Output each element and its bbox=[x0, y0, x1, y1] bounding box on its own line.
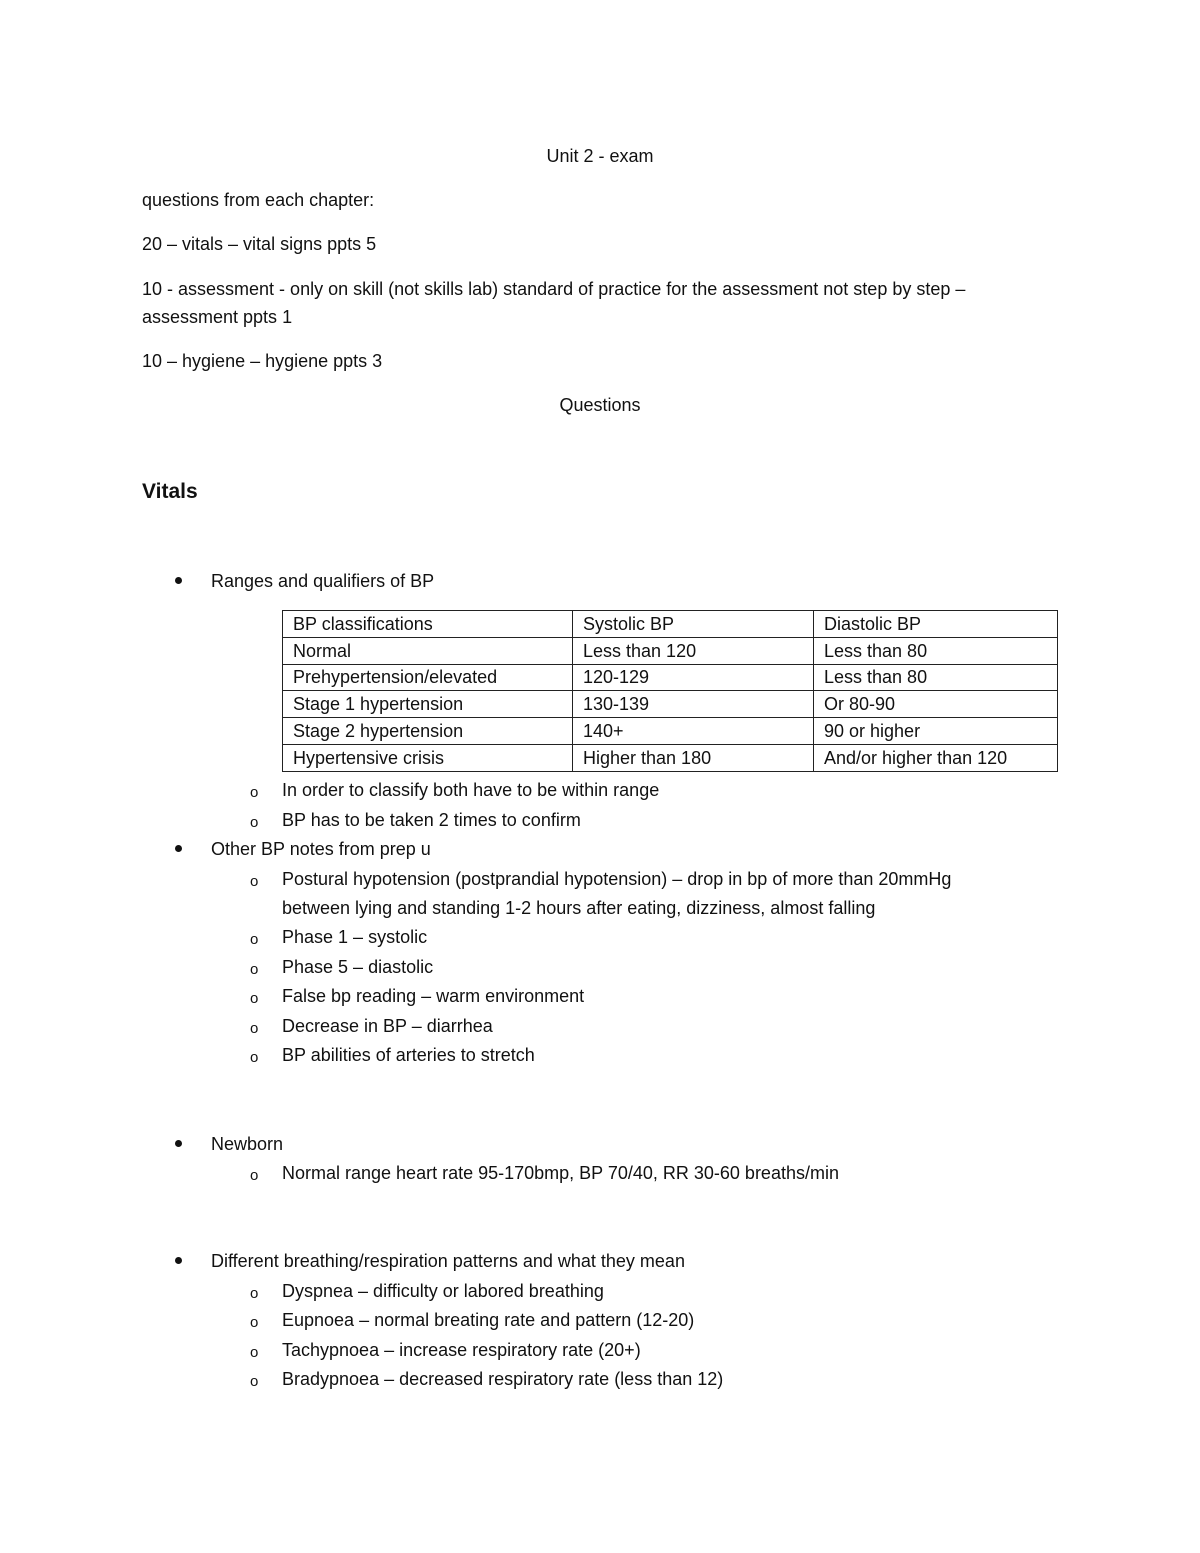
table-row bbox=[283, 637, 1058, 664]
bp-classification-table bbox=[282, 610, 1058, 772]
sub-item: Decrease in BP – diarrhea bbox=[282, 1016, 493, 1036]
sub-item: Phase 5 – diastolic bbox=[282, 957, 434, 977]
sub-bullet-marker: o bbox=[250, 784, 259, 801]
bullet-dot bbox=[175, 1140, 182, 1147]
table-row bbox=[283, 691, 1058, 718]
sub-bullet-marker: o bbox=[250, 814, 259, 831]
sub-bullet-marker: o bbox=[250, 931, 259, 948]
sub-bullet-marker: o bbox=[250, 1049, 259, 1066]
table-cell: Normal bbox=[283, 637, 573, 664]
sub-item: Bradypnoea – decreased respiratory rate (less than 12) bbox=[282, 1369, 724, 1389]
sub-item: Dyspnea – difficulty or labored breathing bbox=[282, 1281, 604, 1301]
bullet-dot bbox=[175, 577, 182, 584]
sub-bullet-marker: o bbox=[250, 1167, 259, 1184]
sub-item: Normal range heart rate 95-170bmp, BP 70/40, RR 30-60 breaths/min bbox=[282, 1163, 839, 1183]
bullet-other-bp: Other BP notes from prep u bbox=[211, 839, 431, 859]
chapter-line: 10 – hygiene – hygiene ppts 3 bbox=[142, 351, 383, 371]
sub-item: Phase 1 – systolic bbox=[282, 927, 428, 947]
table-header-cell: Diastolic BP bbox=[814, 611, 1058, 638]
table-row bbox=[283, 718, 1058, 745]
chapter-line: 10 - assessment - only on skill (not skills lab) standard of practice for the assessment not step by step – bbox=[142, 279, 966, 299]
sub-item: False bp reading – warm environment bbox=[282, 986, 585, 1006]
sub-bullet-marker: o bbox=[250, 1373, 259, 1390]
table-header-cell: BP classifications bbox=[283, 611, 573, 638]
bullet-breathing: Different breathing/respiration patterns and what they mean bbox=[211, 1251, 685, 1271]
sub-item: BP abilities of arteries to stretch bbox=[282, 1045, 535, 1065]
table-header-row bbox=[283, 611, 1058, 638]
table-cell: And/or higher than 120 bbox=[814, 744, 1058, 771]
document-title: Unit 2 - exam bbox=[546, 146, 654, 166]
chapter-line: assessment ppts 1 bbox=[142, 307, 293, 327]
questions-heading: Questions bbox=[559, 395, 641, 415]
table-cell: Higher than 180 bbox=[573, 744, 814, 771]
sub-item: BP has to be taken 2 times to confirm bbox=[282, 810, 581, 830]
table-cell: 140+ bbox=[573, 718, 814, 745]
table-cell: Stage 2 hypertension bbox=[283, 718, 573, 745]
table-cell: Stage 1 hypertension bbox=[283, 691, 573, 718]
table-cell: Or 80-90 bbox=[814, 691, 1058, 718]
table-cell: Less than 120 bbox=[573, 637, 814, 664]
table-cell: Less than 80 bbox=[814, 664, 1058, 691]
sub-item: In order to classify both have to be within range bbox=[282, 780, 660, 800]
table-cell: 130-139 bbox=[573, 691, 814, 718]
sub-item: Postural hypotension (postprandial hypotension) – drop in bp of more than 20mmHg bbox=[282, 869, 952, 889]
sub-item-continued: between lying and standing 1-2 hours after eating, dizziness, almost falling bbox=[282, 898, 876, 918]
intro-text: questions from each chapter: bbox=[142, 190, 375, 210]
table-cell: Hypertensive crisis bbox=[283, 744, 573, 771]
sub-bullet-marker: o bbox=[250, 990, 259, 1007]
bullet-dot bbox=[175, 1257, 182, 1264]
sub-bullet-marker: o bbox=[250, 1314, 259, 1331]
sub-bullet-marker: o bbox=[250, 1285, 259, 1302]
bullet-dot bbox=[175, 845, 182, 852]
bullet-newborn: Newborn bbox=[211, 1134, 284, 1154]
table-cell: Less than 80 bbox=[814, 637, 1058, 664]
sub-bullet-marker: o bbox=[250, 1020, 259, 1037]
table-cell: Prehypertension/elevated bbox=[283, 664, 573, 691]
sub-item: Tachypnoea – increase respiratory rate (20+) bbox=[282, 1340, 641, 1360]
sub-bullet-marker: o bbox=[250, 961, 259, 978]
table-row bbox=[283, 744, 1058, 771]
sub-item: Eupnoea – normal breating rate and pattern (12-20) bbox=[282, 1310, 695, 1330]
sub-bullet-marker: o bbox=[250, 1344, 259, 1361]
table-cell: 90 or higher bbox=[814, 718, 1058, 745]
section-heading-vitals: Vitals bbox=[142, 480, 198, 503]
sub-bullet-marker: o bbox=[250, 873, 259, 890]
table-header-cell: Systolic BP bbox=[573, 611, 814, 638]
bullet-bp-ranges: Ranges and qualifiers of BP bbox=[211, 571, 435, 591]
chapter-line: 20 – vitals – vital signs ppts 5 bbox=[142, 234, 377, 254]
table-row bbox=[283, 664, 1058, 691]
table-cell: 120-129 bbox=[573, 664, 814, 691]
